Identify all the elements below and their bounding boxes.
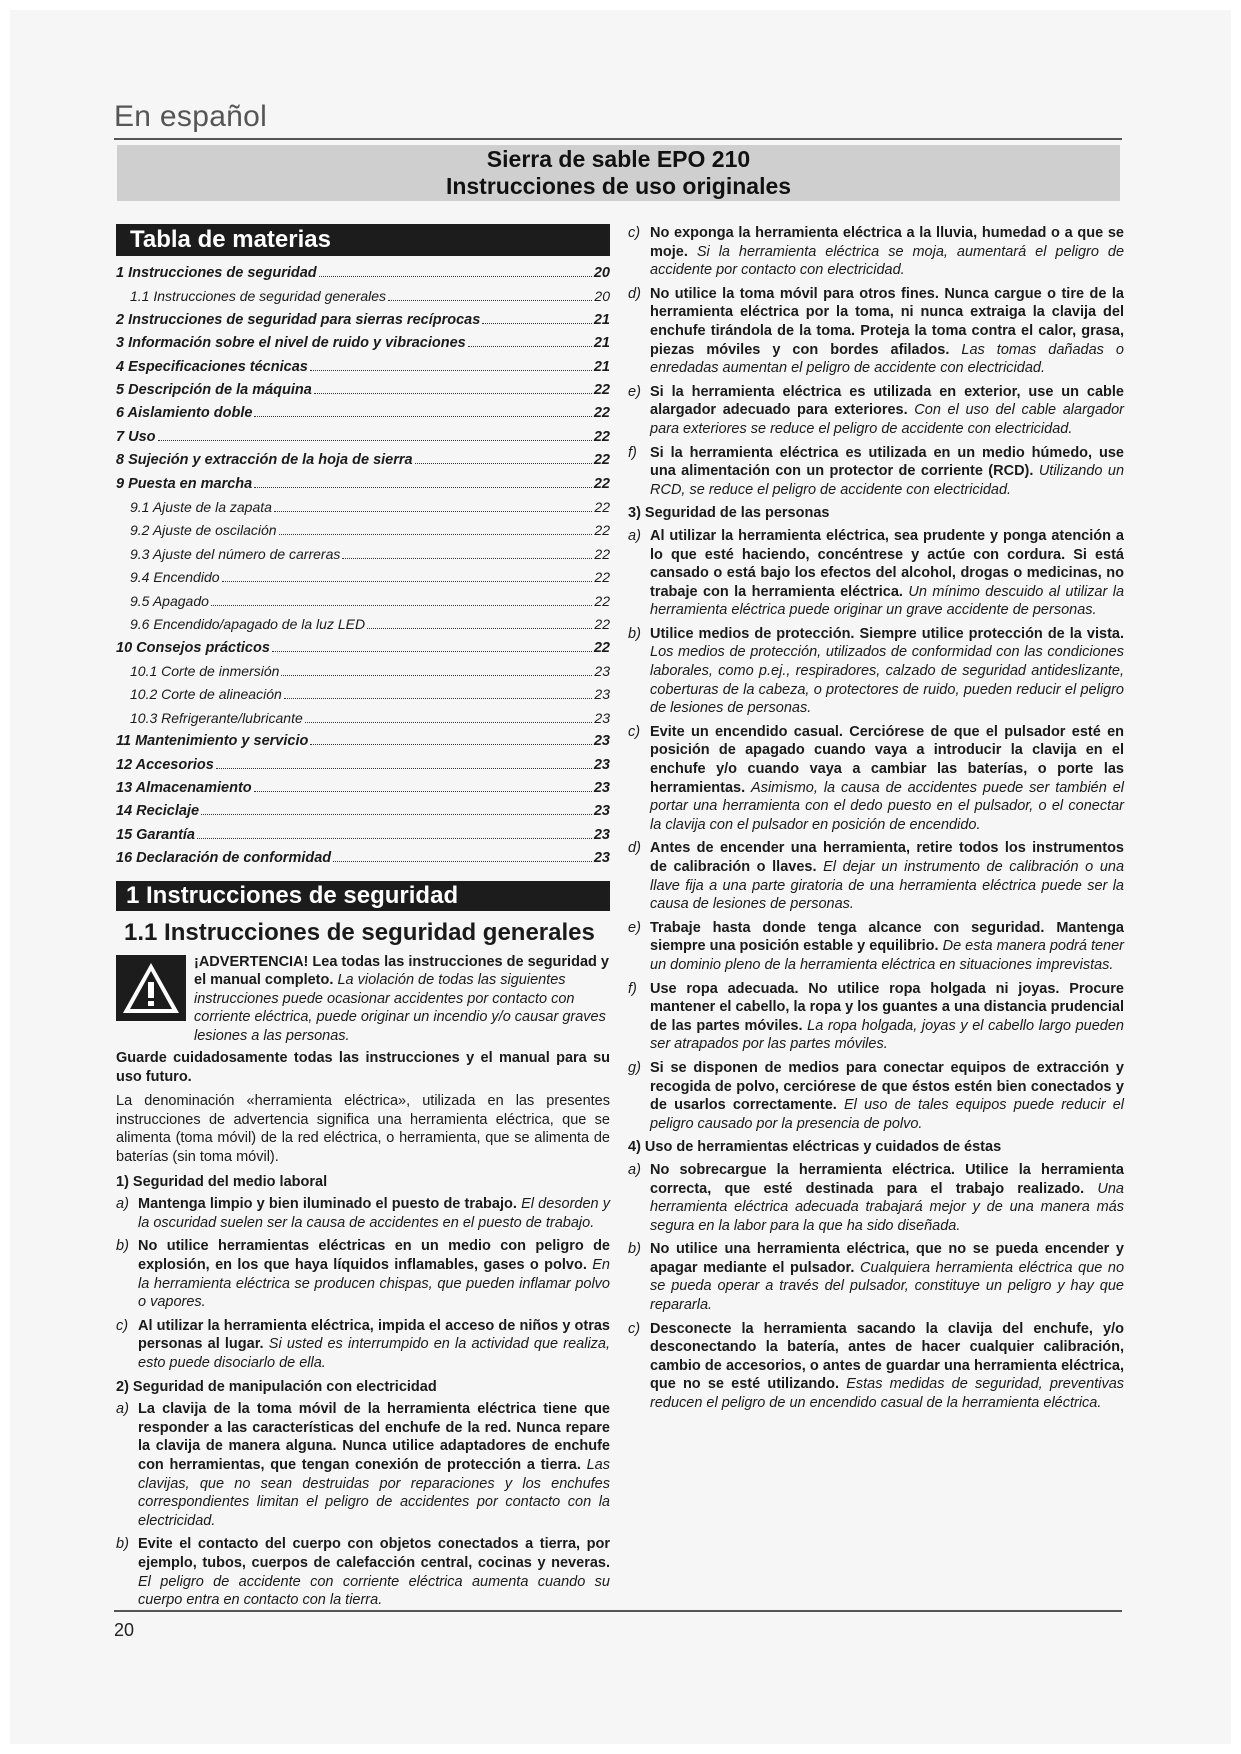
safety-item-instruction: No exponga la herramienta eléctrica a la lluvia, humedad o a que se moje. (650, 225, 1124, 260)
safety-item-instruction: No sobrecargue la herramienta eléctrica. Utilice la herramienta correcta, que esté destinada para el trabajo realizado. (650, 1161, 1124, 1197)
top-rule (114, 138, 1122, 140)
keep-instructions-note: Guarde cuidadosamente todas las instrucciones y el manual para su uso futuro. (116, 1050, 610, 1085)
warning-title: ¡ADVERTENCIA! Lea todas las instrucciones de seguridad y el manual completo. (194, 953, 609, 989)
safety-item-instruction: Desconecte la herramienta sacando la clavija del enchufe, y/o desconectando la batería, antes de hacer cualquier calibración, cambio de accesorios, o antes de guardar una herramienta eléctrica, que no se esté utilizando. (650, 1320, 1124, 1393)
document-subtitle: Instrucciones de uso originales (445, 173, 792, 199)
safety-item-label: d) (628, 285, 641, 302)
toc-entry-title: 9.4 Encendido (130, 569, 220, 586)
safety-item (628, 285, 1124, 378)
toc-entry[interactable] (116, 285, 610, 308)
toc-entry-title: 8 Sujeción y extracción de la hoja de sierra (116, 452, 413, 469)
toc-leader-dots (310, 744, 592, 745)
toc-entry-page: 22 (593, 452, 610, 469)
toc-entry[interactable] (116, 613, 610, 636)
safety-item-instruction: Evite el contacto del cuerpo con objetos conectados a tierra, por ejemplo, tubos, cuerpos de calefacción central, cocinas y neveras. (138, 1536, 610, 1571)
toc-entry[interactable] (116, 309, 610, 332)
safety-group-title: 4) Uso de herramientas eléctricas y cuidados de éstas (628, 1139, 1002, 1156)
toc-entry[interactable] (116, 637, 610, 660)
toc-entry[interactable] (116, 449, 610, 472)
safety-item-instruction: Si la herramienta eléctrica es utilizada en un medio húmedo, use una alimentación con un protector de corriente (RCD). (650, 444, 1124, 480)
toc-leader-dots (310, 370, 592, 371)
safety-item (628, 1161, 1124, 1235)
toc-entry-page: 22 (594, 592, 610, 609)
safety-item (628, 980, 1124, 1054)
safety-item (628, 1059, 1124, 1133)
toc-entry-title: 12 Accesorios (116, 756, 214, 773)
safety-item-instruction: Si la herramienta eléctrica es utilizada en exterior, use un cable alargador adecuado para exteriores. (650, 383, 1124, 419)
safety-item-instruction: Antes de encender una herramienta, retire todos los instrumentos de calibración o llaves. (650, 840, 1124, 875)
toc-entry-title: 9.6 Encendido/apagado de la luz LED (130, 616, 366, 633)
toc-entry-page: 21 (593, 335, 610, 352)
toc-entry-page: 22 (593, 405, 610, 422)
toc-entry-page: 23 (593, 803, 610, 820)
toc-entry[interactable] (116, 824, 610, 847)
safety-item-explanation: De esta manera podrá tener un dominio pleno de la herramienta eléctrica en situaciones imprevistas. (650, 938, 1125, 973)
toc-leader-dots (211, 605, 593, 606)
safety-item (116, 1237, 610, 1311)
safety-item (628, 839, 1124, 913)
toc-entry[interactable] (116, 590, 610, 613)
toc-leader-dots (254, 487, 592, 488)
toc-leader-dots (197, 838, 592, 839)
toc-leader-dots (254, 791, 592, 792)
toc-leader-dots (279, 534, 593, 535)
safety-item-explanation: Si la herramienta eléctrica se moja, aumentará el peligro de accidente por contacto con electricidad. (650, 243, 1125, 279)
toc-entry[interactable] (116, 800, 610, 823)
safety-item-label: a) (116, 1401, 129, 1418)
toc-entry[interactable] (116, 402, 610, 425)
section-heading: 1 Instrucciones de seguridad (116, 881, 610, 911)
language-label: En español (114, 100, 268, 133)
safety-item-explanation: Utilizando un RCD, se reduce el peligro de accidente con electricidad. (650, 463, 1125, 498)
toc-entry-page: 20 (594, 288, 610, 305)
left-column (116, 224, 610, 1615)
toc-entry[interactable] (116, 683, 610, 706)
safety-item-label: b) (116, 1536, 129, 1553)
toc-entry[interactable] (116, 356, 610, 379)
toc-entry-title: 9.1 Ajuste de la zapata (130, 499, 272, 516)
safety-item-label: b) (628, 1241, 641, 1258)
safety-item (116, 1317, 610, 1373)
safety-item-instruction: Trabaje hasta donde tenga alcance con seguridad. Mantenga siempre una posición estable y equilibrio. (650, 919, 1124, 955)
warning-icon (116, 955, 186, 1021)
safety-item (628, 723, 1124, 835)
toc-entry-title: 1 Instrucciones de seguridad (116, 265, 317, 281)
safety-item-instruction: Al utilizar la herramienta eléctrica, sea prudente y ponga atención a lo que esté haciendo, concéntrese y actúe con cordura. Si está cansado o está bajo los efectos del alcohol, drogas o medicinas, no trabaje con la herramienta eléctrica. (650, 527, 1124, 600)
toc-leader-dots (305, 722, 593, 723)
toc-leader-dots (415, 463, 592, 464)
toc-leader-dots (274, 511, 593, 512)
safety-item-label: a) (116, 1196, 129, 1213)
safety-item-explanation: Con el uso del cable alargador para exteriores se reduce el peligro de accidente con electricidad. (650, 402, 1125, 437)
toc-entry-page: 21 (593, 358, 610, 375)
toc-entry[interactable] (116, 777, 610, 800)
safety-item (116, 1400, 610, 1530)
toc-entry-title: 6 Aislamiento doble (116, 405, 253, 422)
section-subheading: 1.1 Instrucciones de seguridad generales (124, 918, 595, 946)
safety-item-explanation: Si usted es interrumpido en la actividad que realiza, esto puede disociarlo de ella. (138, 1336, 611, 1371)
toc-entry[interactable] (116, 262, 610, 285)
toc-entry[interactable] (116, 543, 610, 566)
toc-entry-title: 5 Descripción de la máquina (116, 382, 312, 399)
safety-item-explanation: El dejar un instrumento de calibración o una llave fija a una parte giratoria de una herramienta eléctrica puede ser la causa de lesiones de personas. (650, 859, 1125, 913)
toc-entry[interactable] (116, 754, 610, 777)
safety-item-label: b) (628, 625, 641, 642)
toc-entry-title: 9.5 Apagado (130, 592, 209, 609)
safety-item-instruction: La clavija de la toma móvil de la herramienta eléctrica tiene que responder a las características del enchufe de la red. Nunca repare la clavija de manera alguna. Nunca utilice adaptadores de enchufe con herramientas, que tengan conexión de protección a tierra. (138, 1401, 610, 1473)
toc-entry[interactable] (116, 379, 610, 402)
title-band (117, 145, 1120, 201)
toc-entry-page: 20 (593, 265, 610, 281)
safety-item-instruction: Evite un encendido casual. Cerciórese de que el pulsador esté en posición de apagado cuando vaya a introducir la clavija en el enchufe y/o cuando vaya a cambiar las baterías, o porte las herramientas. (650, 723, 1124, 796)
safety-item (628, 444, 1124, 500)
toc-leader-dots (284, 698, 593, 699)
toc-entry-title: 9.3 Ajuste del número de carreras (130, 545, 341, 562)
toc-entry-page: 23 (594, 662, 610, 679)
toc-entry[interactable] (116, 660, 610, 683)
toc-entry-title: 16 Declaración de conformidad (116, 850, 332, 867)
safety-item-instruction: Use ropa adecuada. No utilice ropa holgada ni joyas. Procure mantener el cabello, la ropa y los guantes a una distancia prudencial de las partes móviles. (650, 980, 1124, 1034)
toc-entry-page: 22 (593, 382, 610, 399)
safety-item-label: a) (628, 1161, 641, 1178)
toc-heading: Tabla de materias (116, 224, 610, 256)
toc-entry[interactable] (116, 496, 610, 519)
toc-entry-title: 10 Consejos prácticos (116, 639, 270, 656)
safety-item-explanation: Un mínimo descuido al utilizar la herramienta eléctrica puede originar un grave accidente de personas. (650, 583, 1125, 619)
safety-item-label: f) (628, 980, 637, 997)
safety-item-explanation: La ropa holgada, joyas y el cabello largo pueden ser atrapados por las partes móviles. (650, 1017, 1124, 1053)
toc-leader-dots (388, 300, 592, 301)
toc-entry[interactable] (116, 707, 610, 730)
safety-item-instruction: Si se disponen de medios para conectar equipos de extracción y recogida de polvo, cerciórese de que éstos estén bien conectados y de usarlos correctamente. (650, 1059, 1124, 1114)
toc-list (116, 262, 610, 871)
safety-group-title: 2) Seguridad de manipulación con electricidad (116, 1378, 437, 1395)
safety-item-explanation: Las tomas dañadas o enredadas aumentan el peligro de accidente con electricidad. (650, 341, 1124, 377)
safety-item-instruction: Al utilizar la herramienta eléctrica, impida el acceso de niños y otras personas al lugar. (138, 1317, 610, 1353)
safety-item-instruction: No utilice herramientas eléctricas en un medio con peligro de explosión, en los que haya líquidos inflamables, gases o polvo. (138, 1238, 610, 1273)
safety-item-explanation: Las clavijas, que no sean destruidas por reparaciones y los enchufes correspondientes limitan el peligro de accidentes por contacto con la electricidad. (138, 1456, 610, 1529)
toc-entry-page: 23 (594, 709, 610, 726)
warning-block (116, 953, 610, 1046)
safety-item-label: c) (628, 723, 641, 740)
toc-entry-title: 13 Almacenamiento (116, 779, 252, 796)
safety-item-instruction: No utilice la toma móvil para otros fines. Nunca cargue o tire de la herramienta eléctrica por la toma, ni nunca extraiga la clavija del enchufe tirándola de la toma. Proteja la toma contra el calor, grasa, piezas móviles y con bordes afilados. (650, 285, 1124, 358)
toc-entry-title: 10.2 Corte de alineación (130, 686, 282, 703)
toc-entry-page: 22 (594, 569, 610, 586)
safety-item-explanation: Los medios de protección, utilizados de conformidad con las condiciones laborales, como p.ej., respiradores, calzado de seguridad antideslizante, coberturas de la cabeza, o protectores de ruido, pueden reducir el peligro de lesiones de personas. (650, 644, 1124, 717)
toc-leader-dots (222, 581, 593, 582)
toc-entry-title: 7 Uso (116, 428, 156, 445)
toc-entry-title: 2 Instrucciones de seguridad para sierras recíprocas (116, 311, 481, 328)
safety-item-label: e) (628, 919, 641, 936)
safety-item-explanation: Cualquiera herramienta eléctrica que no se pueda operar a través del pulsador, constituye un peligro y hay que repararla. (650, 1259, 1125, 1314)
toc-leader-dots (482, 323, 592, 324)
safety-item-label: e) (628, 383, 641, 400)
toc-entry[interactable] (116, 519, 610, 542)
toc-entry[interactable] (116, 426, 610, 449)
safety-item-explanation: El peligro de accidente con corriente eléctrica aumenta cuando su cuerpo entra en contacto con la tierra. (138, 1573, 610, 1609)
toc-leader-dots (272, 651, 592, 652)
safety-group-title: 1) Seguridad del medio laboral (116, 1173, 328, 1190)
toc-entry-title: 10.3 Refrigerante/lubricante (130, 709, 303, 726)
safety-item (116, 1535, 610, 1609)
safety-item (628, 224, 1124, 280)
toc-entry-page: 23 (593, 850, 610, 867)
toc-entry-title: 9.2 Ajuste de oscilación (130, 522, 277, 539)
safety-item-label: c) (628, 1320, 641, 1337)
toc-entry[interactable] (116, 332, 610, 355)
toc-entry-title: 10.1 Corte de inmersión (130, 662, 280, 679)
toc-leader-dots (314, 393, 592, 394)
safety-item-instruction: Utilice medios de protección. Siempre utilice protección de la vista. (650, 625, 1124, 642)
toc-leader-dots (216, 768, 592, 769)
safety-item (628, 919, 1124, 975)
safety-item (116, 1195, 610, 1232)
toc-entry-title: 3 Información sobre el nivel de ruido y vibraciones (116, 335, 466, 352)
toc-entry-page: 22 (594, 616, 610, 633)
safety-item-explanation: En la herramienta eléctrica se producen chispas, que pueden inflamar polvo o vapores. (138, 1257, 611, 1311)
safety-item-instruction: Mantenga limpio y bien iluminado el puesto de trabajo. (138, 1196, 517, 1213)
toc-entry-page: 22 (593, 639, 610, 656)
safety-item-label: d) (628, 840, 641, 857)
toc-entry-page: 22 (594, 499, 610, 516)
safety-item (628, 1320, 1124, 1413)
toc-entry-page: 23 (593, 826, 610, 843)
page-number: 20 (114, 1620, 135, 1640)
toc-entry[interactable] (116, 847, 610, 870)
toc-entry-page: 22 (594, 545, 610, 562)
safety-item (628, 527, 1124, 620)
warning-text: La violación de todas las siguientes instrucciones puede ocasionar accidentes por contacto con corriente eléctrica, puede originar un incendio y/o causar graves lesiones a las personas. (194, 972, 606, 1044)
toc-entry-page: 23 (593, 779, 610, 796)
toc-leader-dots (342, 558, 592, 559)
toc-leader-dots (333, 861, 592, 862)
toc-leader-dots (319, 276, 592, 277)
safety-item-explanation: Estas medidas de seguridad, preventivas reducen el peligro de un encendido casual de la herramienta eléctrica. (650, 1376, 1125, 1412)
safety-item-explanation: El desorden y la oscuridad suelen ser la causa de accidentes en el puesto de trabajo. (138, 1196, 611, 1231)
toc-leader-dots (201, 814, 592, 815)
toc-entry-page: 22 (593, 428, 610, 445)
toc-entry-title: 9 Puesta en marcha (116, 475, 253, 492)
safety-item-label: b) (116, 1238, 129, 1255)
toc-entry-title: 15 Garantía (116, 826, 195, 843)
toc-entry-page: 21 (593, 311, 610, 328)
toc-leader-dots (367, 628, 592, 629)
toc-entry[interactable] (116, 566, 610, 589)
safety-item-label: c) (628, 225, 641, 241)
toc-entry-page: 23 (593, 733, 610, 750)
toc-leader-dots (468, 346, 592, 347)
safety-item-label: g) (628, 1059, 641, 1076)
toc-entry-page: 22 (593, 475, 610, 492)
toc-entry-page: 23 (593, 756, 610, 773)
toc-entry[interactable] (116, 473, 610, 496)
safety-item-label: c) (116, 1317, 129, 1334)
safety-item (628, 1240, 1124, 1314)
safety-group-title: 3) Seguridad de las personas (628, 505, 830, 522)
toc-entry-title: 14 Reciclaje (116, 803, 200, 820)
definition-paragraph: La denominación «herramienta eléctrica», utilizada en las presentes instrucciones de advertencia significa una herramienta eléctrica, que se alimenta (toma móvil) de la red eléctrica, o herramienta, que se alimenta de baterías (sin toma móvil). (116, 1093, 610, 1166)
safety-item-explanation: Una herramienta eléctrica adecuada trabajará mejor y de una manera más segura en la labor para la que ha sido diseñada. (650, 1180, 1124, 1234)
safety-item-explanation: Asimismo, la causa de accidentes puede ser también el portar una herramienta con el dedo puesto en el pulsador, o el conectar la clavija con el pulsador en posición de encendido. (650, 779, 1124, 833)
toc-entry-page: 23 (594, 686, 610, 703)
safety-item (628, 383, 1124, 439)
safety-item-label: f) (628, 444, 637, 461)
toc-entry-title: 1.1 Instrucciones de seguridad generales (130, 288, 387, 305)
right-column (628, 224, 1124, 1418)
toc-entry-title: 11 Mantenimiento y servicio (116, 733, 309, 750)
toc-leader-dots (281, 675, 592, 676)
bottom-rule (114, 1610, 1122, 1612)
toc-leader-dots (158, 440, 592, 441)
safety-item-explanation: El uso de tales equipos puede reducir el peligro causado por la presencia de polvo. (650, 1097, 1125, 1132)
toc-leader-dots (254, 416, 591, 417)
toc-entry[interactable] (116, 730, 610, 753)
toc-entry-title: 4 Especificaciones técnicas (116, 358, 308, 375)
safety-item (628, 625, 1124, 718)
left-safety-groups (116, 1173, 610, 1610)
toc-entry-page: 22 (594, 522, 610, 539)
safety-item-instruction: No utilice una herramienta eléctrica, que no se pueda encender y apagar mediante el pulsador. (650, 1241, 1124, 1276)
document-title: Sierra de sable EPO 210 (486, 146, 751, 172)
safety-item-label: a) (628, 527, 641, 544)
